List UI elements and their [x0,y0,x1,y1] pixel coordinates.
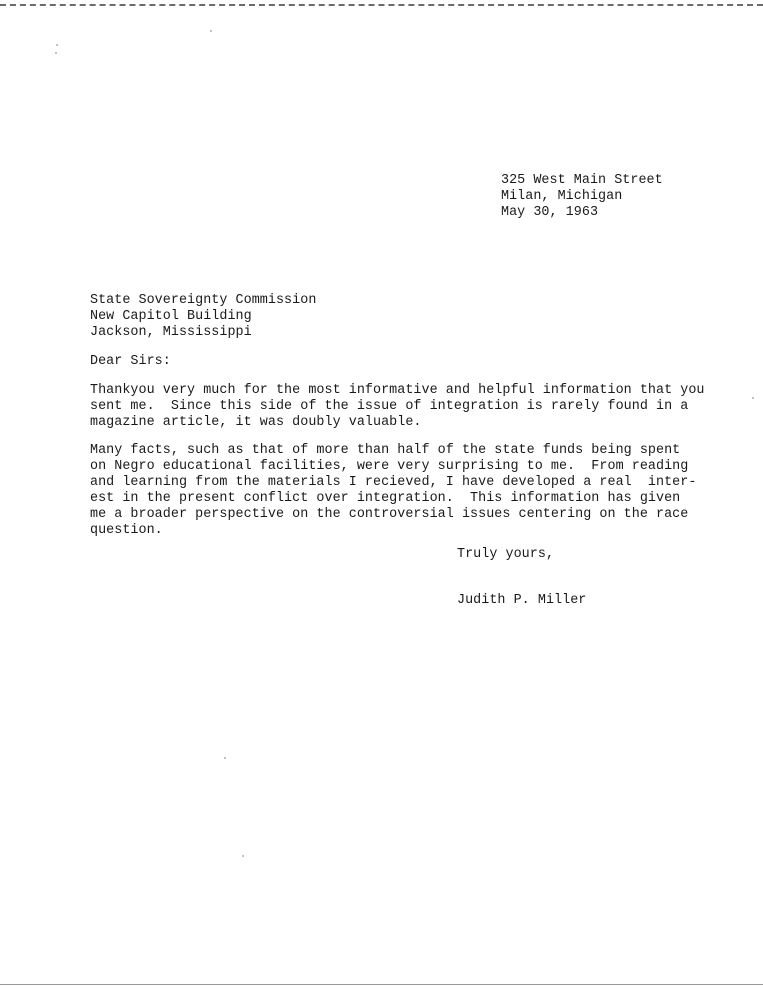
scan-speck [224,757,226,759]
paragraph-line: and learning from the materials I recieved, I have developed a real inter- [90,475,697,490]
signature: Judith P. Miller [457,593,587,608]
paragraph-line: me a broader perspective on the controversial issues centering on the race [90,507,689,522]
recipient-city: Jackson, Mississippi [90,325,252,340]
scan-speck [210,30,212,32]
paragraph-line: sent me. Since this side of the issue of integration is rarely found in a [90,399,689,414]
paragraph-line: Many facts, such as that of more than half of the state funds being spent [90,443,681,458]
scan-speck [56,44,58,46]
paragraph-line: on Negro educational facilities, were very surprising to me. From reading [90,459,689,474]
page-top-edge [0,4,763,6]
return-address-city: Milan, Michigan [501,189,623,204]
salutation: Dear Sirs: [90,354,171,369]
paragraph-line: question. [90,523,163,538]
recipient-name: State Sovereignty Commission [90,293,317,308]
scan-speck [752,397,754,399]
letter-date: May 30, 1963 [501,205,599,220]
recipient-building: New Capitol Building [90,309,252,324]
scan-speck [55,52,57,54]
return-address-street: 325 West Main Street [501,173,663,188]
paragraph-line: est in the present conflict over integration. This information has given [90,491,681,506]
paragraph-line: Thankyou very much for the most informative and helpful information that you [90,383,705,398]
scan-speck [242,855,244,857]
closing: Truly yours, [457,547,555,562]
paragraph-line: magazine article, it was doubly valuable. [90,415,422,430]
page-bottom-edge [0,984,763,985]
